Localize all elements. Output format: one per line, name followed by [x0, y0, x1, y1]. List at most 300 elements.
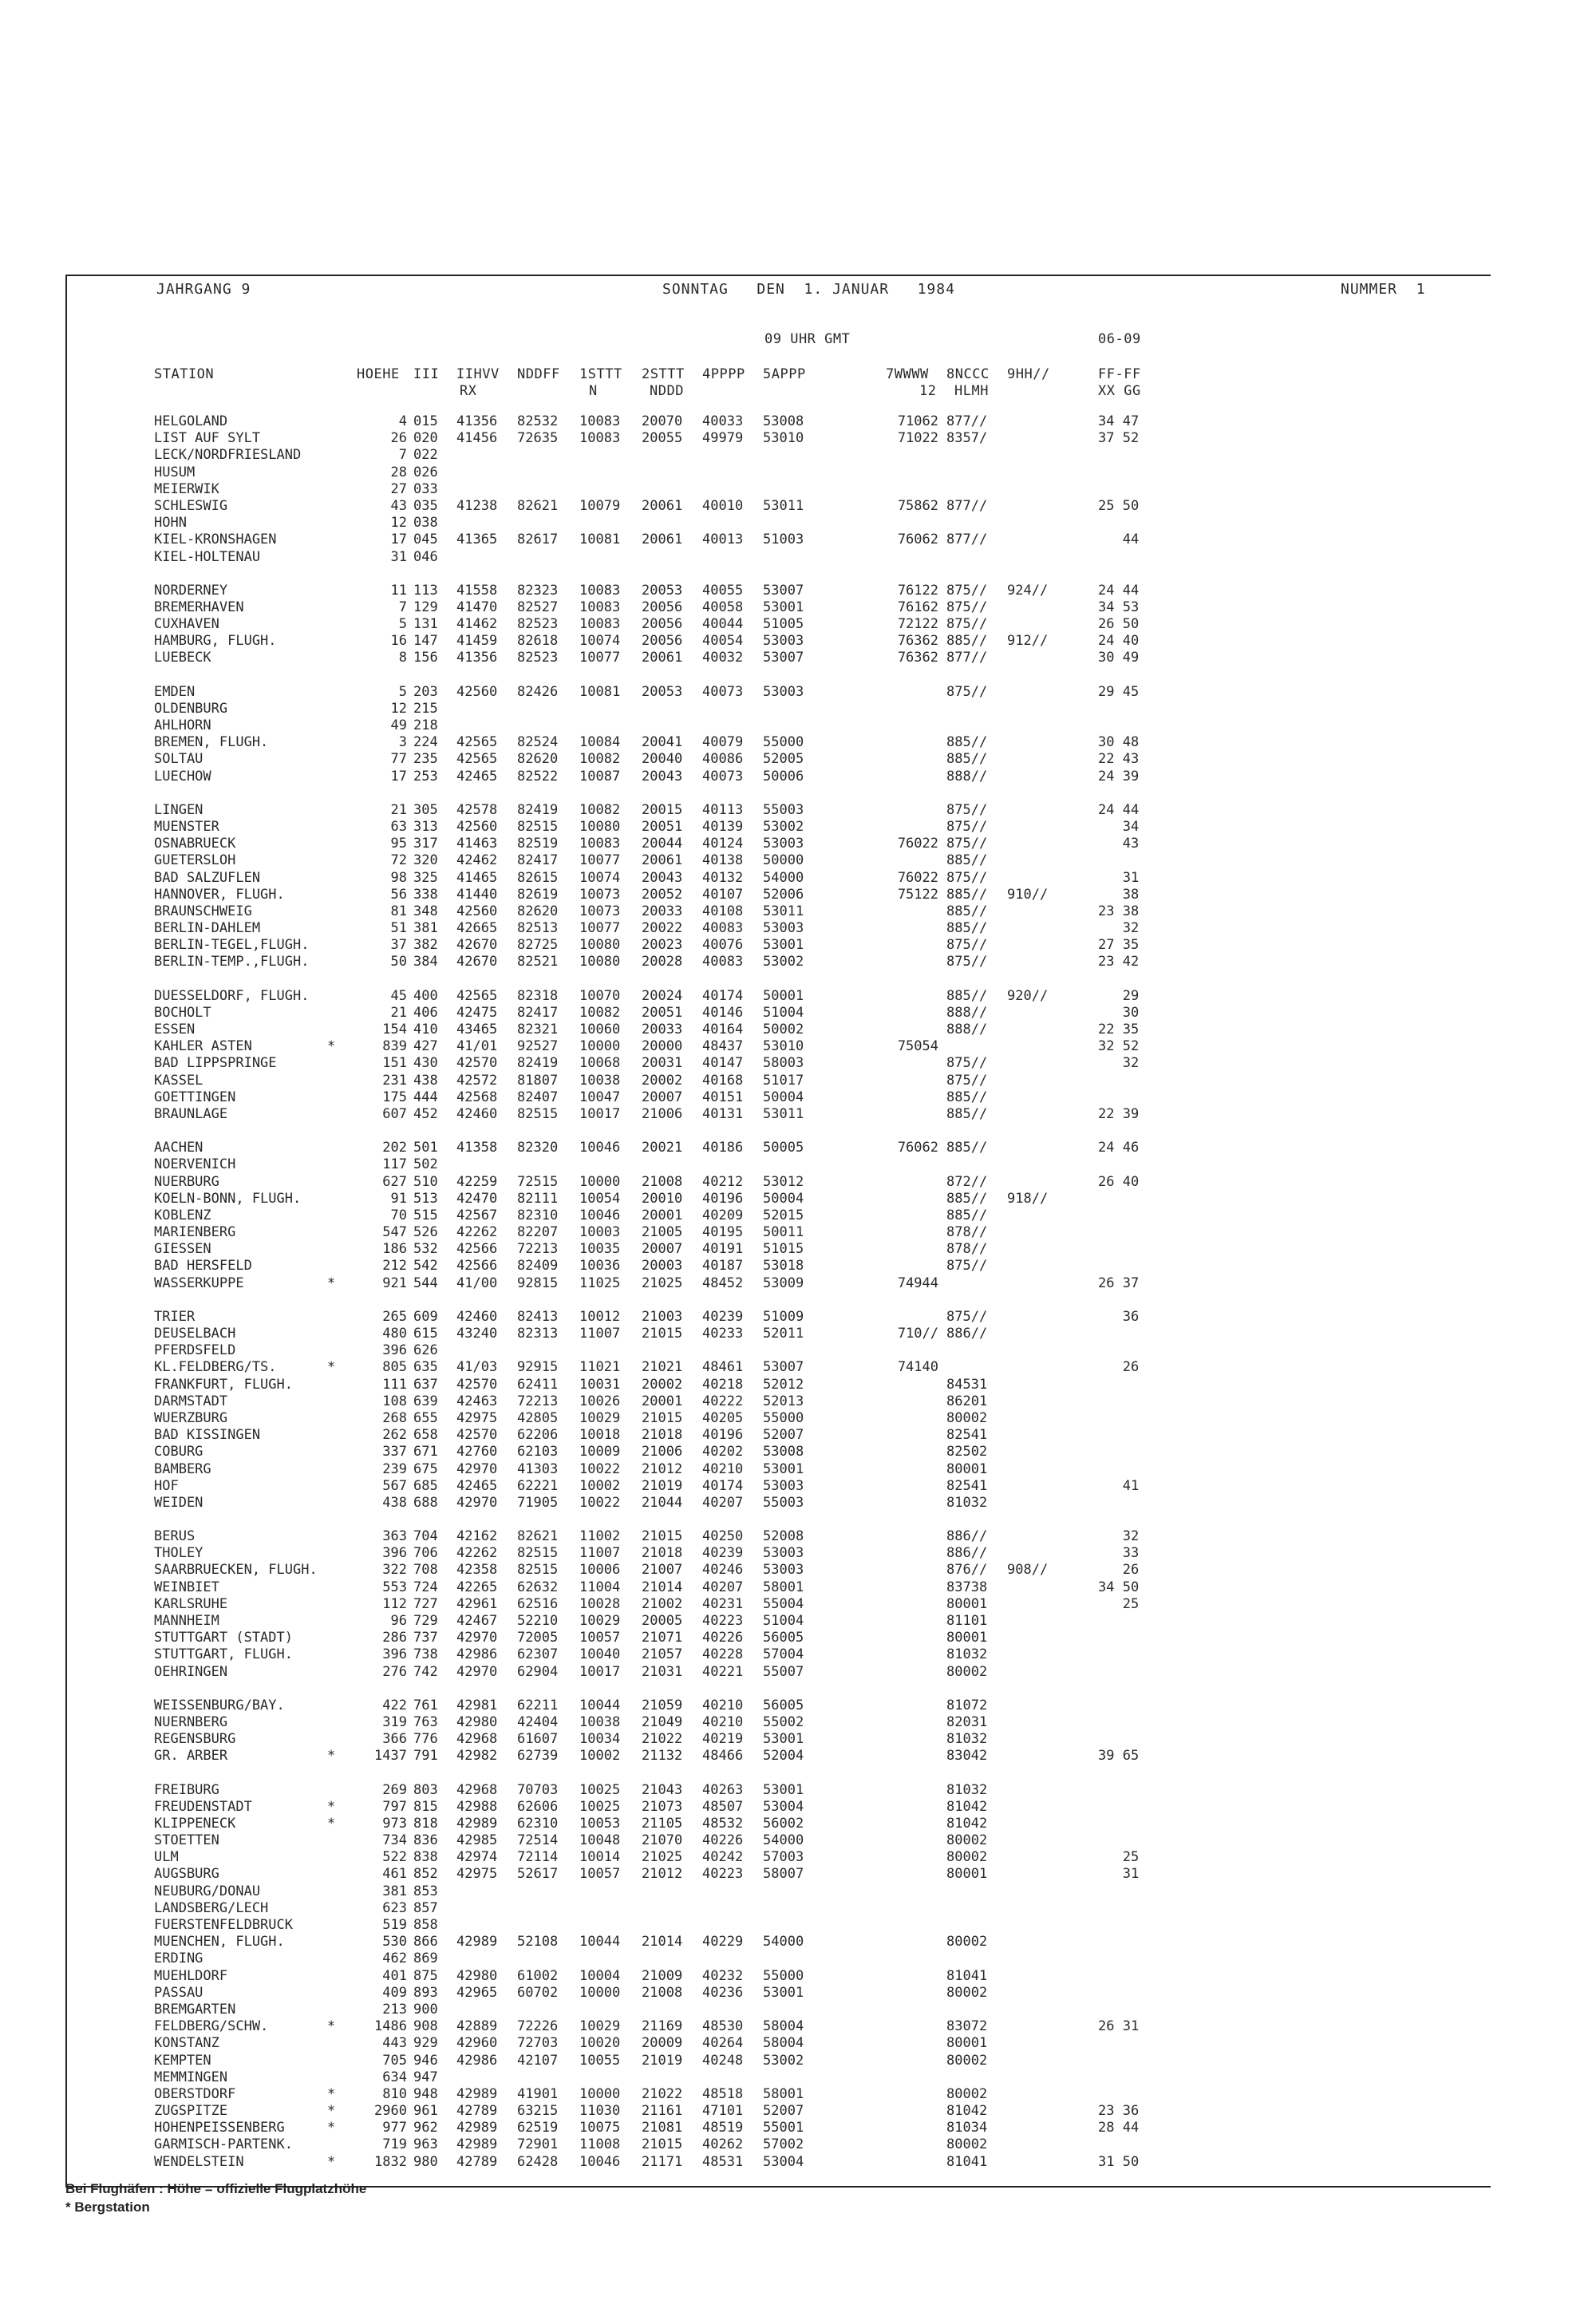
station-id: 637 [413, 1376, 438, 1393]
group-ff: 25 [1098, 1595, 1140, 1612]
group-iihvv: 41/00 [456, 1275, 498, 1291]
group-1sttt: 10080 [579, 937, 621, 954]
group-iihvv: 42974 [456, 1849, 498, 1866]
station-height: 151 [382, 1055, 407, 1072]
group-ff: 28 44 [1098, 2120, 1140, 2136]
station-height: 519 [382, 1917, 407, 1933]
group-8nccc: 878// [946, 1241, 988, 1258]
group-4pppp: 40147 [702, 1055, 744, 1072]
station-name: LIST AUF SYLT [154, 430, 261, 447]
col-8nccc: 8NCCC [946, 366, 990, 382]
group-ff: 30 [1098, 1004, 1140, 1021]
group-2sttt: 21002 [642, 1595, 683, 1612]
group-8nccc: 877// [946, 650, 988, 666]
table-row [0, 1410, 1596, 1427]
station-height: 95 [390, 836, 407, 852]
station-id: 427 [413, 1038, 438, 1055]
table-row [0, 1596, 1596, 1613]
station-height: 381 [382, 1883, 407, 1899]
table-row [0, 1478, 1596, 1495]
table-row [0, 819, 1596, 836]
group-9hh: 920// [1007, 987, 1049, 1004]
group-8nccc: 875// [946, 869, 988, 886]
station-table [0, 413, 1596, 2171]
station-height: 921 [382, 1275, 407, 1291]
group-5appp: 53010 [763, 430, 804, 447]
group-iihvv: 42565 [456, 751, 498, 768]
station-name: OEHRINGEN [154, 1663, 228, 1680]
group-iihvv: 42980 [456, 1967, 498, 1984]
group-7wwww: 76122 [897, 582, 938, 599]
group-1sttt: 10017 [579, 1105, 621, 1122]
col-ff: FF-FF [1098, 366, 1141, 382]
group-ff: 34 50 [1098, 1579, 1140, 1595]
group-2sttt: 21006 [642, 1105, 683, 1122]
footnote-airports: Bei Flughäfen : Höhe = offizielle Flugplatzhöhe [65, 2181, 367, 2196]
group-8nccc: 81041 [946, 2153, 988, 2170]
group-1sttt: 10025 [579, 1781, 621, 1798]
table-row [0, 413, 1596, 430]
station-name: MEMMINGEN [154, 2069, 228, 2085]
jahrgang-label: JAHRGANG 9 [156, 281, 251, 298]
station-height: 117 [382, 1156, 407, 1173]
table-row [0, 549, 1596, 566]
station-height: 70 [390, 1207, 407, 1223]
group-2sttt: 21019 [642, 1477, 683, 1494]
group-4pppp: 40164 [702, 1022, 744, 1037]
group-8nccc: 875// [946, 954, 988, 970]
group-iihvv: 42475 [456, 1004, 498, 1021]
group-2sttt: 21022 [642, 1731, 683, 1748]
station-name: HOF [154, 1477, 179, 1494]
group-1sttt: 10083 [579, 836, 621, 852]
group-iihvv: 41456 [456, 430, 498, 447]
group-4pppp: 40250 [702, 1528, 744, 1545]
group-1sttt: 10036 [579, 1258, 621, 1275]
group-8nccc: 885// [946, 920, 988, 937]
station-height: 202 [382, 1140, 407, 1156]
footnote-mountain: * Bergstation [65, 2199, 150, 2215]
station-height: 396 [382, 1646, 407, 1663]
group-4pppp: 40205 [702, 1409, 744, 1426]
col-7wwww: 7WWWW [886, 366, 929, 382]
group-1sttt: 10029 [579, 2018, 621, 2035]
group-ff: 22 39 [1098, 1105, 1140, 1122]
group-4pppp: 47101 [702, 2103, 744, 2120]
group-8nccc: 886// [946, 1545, 988, 1562]
group-8nccc: 877// [946, 413, 988, 429]
group-8nccc: 885// [946, 987, 988, 1004]
group-4pppp: 40210 [702, 1713, 744, 1730]
table-row [0, 1191, 1596, 1207]
station-id: 815 [413, 1798, 438, 1815]
station-id: 980 [413, 2153, 438, 2170]
station-id: 022 [413, 447, 438, 464]
group-4pppp: 40248 [702, 2052, 744, 2069]
group-1sttt: 10020 [579, 2035, 621, 2052]
group-9hh: 918// [1007, 1190, 1049, 1207]
group-8nccc: 80002 [946, 2136, 988, 2153]
station-height: 797 [382, 1798, 407, 1815]
group-iihvv: 42465 [456, 768, 498, 785]
table-row [0, 1782, 1596, 1799]
group-iihvv: 42566 [456, 1241, 498, 1258]
station-height: 262 [382, 1427, 407, 1444]
group-ff: 32 [1098, 1528, 1140, 1545]
group-4pppp: 40223 [702, 1613, 744, 1629]
group-5appp: 53008 [763, 1444, 804, 1460]
station-name: OLDENBURG [154, 700, 228, 717]
group-1sttt: 10080 [579, 818, 621, 835]
station-name: KEMPTEN [154, 2052, 211, 2069]
group-8nccc: 885// [946, 886, 988, 903]
group-4pppp: 40055 [702, 582, 744, 599]
group-2sttt: 21012 [642, 1866, 683, 1883]
group-iihvv: 42760 [456, 1444, 498, 1460]
group-4pppp: 48452 [702, 1275, 744, 1291]
group-7wwww: 76362 [897, 650, 938, 666]
group-4pppp: 40138 [702, 852, 744, 869]
table-row [0, 701, 1596, 717]
station-name: BAD LIPPSPRINGE [154, 1055, 277, 1072]
group-1sttt: 10000 [579, 1173, 621, 1190]
group-1sttt: 10083 [579, 582, 621, 599]
group-8nccc: 885// [946, 633, 988, 650]
group-7wwww: 71022 [897, 430, 938, 447]
group-nddff: 82519 [517, 836, 559, 852]
table-row [0, 2035, 1596, 2052]
group-5appp: 57003 [763, 1849, 804, 1866]
group-1sttt: 10025 [579, 1798, 621, 1815]
station-height: 63 [390, 818, 407, 835]
station-name: KIEL-KRONSHAGEN [154, 532, 277, 548]
table-row [0, 1359, 1596, 1376]
station-name: BRAUNSCHWEIG [154, 903, 252, 919]
group-iihvv: 43240 [456, 1326, 498, 1342]
station-height: 396 [382, 1545, 407, 1562]
group-2sttt: 21007 [642, 1562, 683, 1579]
group-ff: 37 52 [1098, 430, 1140, 447]
station-height: 634 [382, 2069, 407, 2085]
group-4pppp: 40013 [702, 532, 744, 548]
group-ff: 36 [1098, 1308, 1140, 1325]
station-id: 704 [413, 1528, 438, 1545]
station-name: BAD KISSINGEN [154, 1427, 261, 1444]
group-5appp: 53003 [763, 1562, 804, 1579]
station-height: 56 [390, 886, 407, 903]
station-name: NOERVENICH [154, 1156, 236, 1173]
station-id: 961 [413, 2103, 438, 2120]
group-iihvv: 42570 [456, 1055, 498, 1072]
group-ff: 41 [1098, 1477, 1140, 1494]
station-id: 836 [413, 1832, 438, 1849]
group-1sttt: 10004 [579, 1967, 621, 1984]
station-height: 396 [382, 1342, 407, 1359]
group-nddff: 82620 [517, 903, 559, 919]
station-id: 532 [413, 1241, 438, 1258]
group-ff: 26 [1098, 1562, 1140, 1579]
station-height: 977 [382, 2120, 407, 2136]
table-row [0, 532, 1596, 548]
group-iihvv: 43465 [456, 1022, 498, 1037]
table-row [0, 717, 1596, 734]
group-nddff: 72635 [517, 430, 559, 447]
group-nddff: 41901 [517, 2085, 559, 2102]
group-nddff: 82523 [517, 650, 559, 666]
group-7wwww: 76062 [897, 532, 938, 548]
group-8nccc: 81034 [946, 2120, 988, 2136]
group-iihvv: 42565 [456, 734, 498, 751]
station-id: 963 [413, 2136, 438, 2153]
group-2sttt: 21070 [642, 1832, 683, 1849]
group-nddff: 82310 [517, 1207, 559, 1223]
group-7wwww: 74140 [897, 1359, 938, 1376]
station-height: 96 [390, 1613, 407, 1629]
group-2sttt: 21015 [642, 2136, 683, 2153]
col-hoehe: HOEHE [357, 366, 400, 382]
station-name: LINGEN [154, 801, 203, 818]
group-9hh: 912// [1007, 633, 1049, 650]
station-name: GARMISCH-PARTENK. [154, 2136, 293, 2153]
station-name: LECK/NORDFRIESLAND [154, 447, 302, 464]
table-row [0, 1174, 1596, 1191]
group-nddff: 82515 [517, 1105, 559, 1122]
group-nddff: 42107 [517, 2052, 559, 2069]
group-ff: 31 50 [1098, 2153, 1140, 2170]
group-2sttt: 20009 [642, 2035, 683, 2052]
group-7wwww: 710// [897, 1326, 938, 1342]
station-id: 215 [413, 700, 438, 717]
group-iihvv: 41462 [456, 616, 498, 633]
table-row [0, 802, 1596, 819]
station-id: 410 [413, 1022, 438, 1037]
station-id: 381 [413, 920, 438, 937]
group-4pppp: 40146 [702, 1004, 744, 1021]
station-name: STUTTGART, FLUGH. [154, 1646, 293, 1663]
station-id: 869 [413, 1950, 438, 1967]
station-name: ESSEN [154, 1022, 196, 1037]
station-id: 131 [413, 616, 438, 633]
station-name: KL.FELDBERG/TS. [154, 1359, 277, 1376]
group-4pppp: 40210 [702, 1697, 744, 1713]
group-nddff: 62310 [517, 1815, 559, 1832]
table-row [0, 2136, 1596, 2153]
group-1sttt: 10006 [579, 1562, 621, 1579]
group-4pppp: 40044 [702, 616, 744, 633]
group-5appp: 53003 [763, 836, 804, 852]
station-name: HOHENPEISSENBERG [154, 2120, 285, 2136]
station-name: KLIPPENECK [154, 1815, 236, 1832]
group-1sttt: 10077 [579, 650, 621, 666]
mountain-marker: * [327, 2018, 336, 2035]
group-7wwww: 72122 [897, 616, 938, 633]
group-5appp: 51004 [763, 1613, 804, 1629]
group-5appp: 53012 [763, 1173, 804, 1190]
group-4pppp: 40010 [702, 497, 744, 514]
station-id: 727 [413, 1595, 438, 1612]
group-5appp: 58004 [763, 2035, 804, 2052]
group-nddff: 92915 [517, 1359, 559, 1376]
group-ff: 26 40 [1098, 1173, 1140, 1190]
station-id: 542 [413, 1258, 438, 1275]
table-row [0, 2002, 1596, 2018]
group-nddff: 52617 [517, 1866, 559, 1883]
group-7wwww: 76022 [897, 869, 938, 886]
table-row [0, 1528, 1596, 1545]
table-row [0, 769, 1596, 785]
group-1sttt: 10082 [579, 1004, 621, 1021]
group-iihvv: 42162 [456, 1528, 498, 1545]
group-nddff: 62739 [517, 1748, 559, 1765]
table-row [0, 1714, 1596, 1731]
group-4pppp: 48437 [702, 1038, 744, 1055]
station-id: 305 [413, 801, 438, 818]
group-ff: 26 [1098, 1359, 1140, 1376]
group-4pppp: 40174 [702, 987, 744, 1004]
group-5appp: 52012 [763, 1376, 804, 1393]
group-iihvv: 42470 [456, 1190, 498, 1207]
group-iihvv: 41440 [456, 886, 498, 903]
group-spacer [0, 1512, 1596, 1528]
group-nddff: 41303 [517, 1460, 559, 1477]
group-8nccc: 875// [946, 683, 988, 700]
group-5appp: 53018 [763, 1258, 804, 1275]
station-id: 502 [413, 1156, 438, 1173]
group-8nccc: 80002 [946, 1849, 988, 1866]
station-name: KARLSRUHE [154, 1595, 228, 1612]
group-2sttt: 20023 [642, 937, 683, 954]
group-4pppp: 40186 [702, 1140, 744, 1156]
group-4pppp: 40218 [702, 1376, 744, 1393]
station-height: 12 [390, 700, 407, 717]
group-iihvv: 41459 [456, 633, 498, 650]
group-1sttt: 10000 [579, 1984, 621, 2001]
group-ff: 23 38 [1098, 903, 1140, 919]
group-iihvv: 42463 [456, 1393, 498, 1409]
station-height: 11 [390, 582, 407, 599]
group-iihvv: 42460 [456, 1308, 498, 1325]
station-name: AHLHORN [154, 717, 211, 733]
station-name: NORDERNEY [154, 582, 228, 599]
station-id: 908 [413, 2018, 438, 2035]
group-iihvv: 42970 [456, 1663, 498, 1680]
group-5appp: 54000 [763, 1832, 804, 1849]
station-height: 734 [382, 1832, 407, 1849]
group-5appp: 52006 [763, 886, 804, 903]
station-id: 763 [413, 1713, 438, 1730]
group-nddff: 62632 [517, 1579, 559, 1595]
table-row [0, 430, 1596, 447]
group-iihvv: 42965 [456, 1984, 498, 2001]
col-1sttt: 1STTT [579, 366, 622, 382]
station-height: 27 [390, 480, 407, 497]
group-spacer [0, 1292, 1596, 1309]
mountain-marker: * [327, 1798, 336, 1815]
group-8nccc: 886// [946, 1326, 988, 1342]
group-1sttt: 10034 [579, 1731, 621, 1748]
group-nddff: 92815 [517, 1275, 559, 1291]
group-iihvv: 42578 [456, 801, 498, 818]
group-2sttt: 20002 [642, 1072, 683, 1089]
group-ff: 24 46 [1098, 1140, 1140, 1156]
station-name: KIEL-HOLTENAU [154, 548, 261, 565]
group-2sttt: 20043 [642, 869, 683, 886]
group-iihvv: 41465 [456, 869, 498, 886]
group-4pppp: 40264 [702, 2035, 744, 2052]
station-name: GIESSEN [154, 1241, 211, 1258]
mountain-marker: * [327, 2085, 336, 2102]
table-row [0, 1258, 1596, 1275]
station-id: 948 [413, 2085, 438, 2102]
station-height: 319 [382, 1713, 407, 1730]
group-2sttt: 20000 [642, 1038, 683, 1055]
group-iihvv: 42975 [456, 1866, 498, 1883]
station-id: 761 [413, 1697, 438, 1713]
station-name: KOELN-BONN, FLUGH. [154, 1190, 302, 1207]
table-row [0, 583, 1596, 599]
group-4pppp: 40073 [702, 683, 744, 700]
group-4pppp: 40113 [702, 801, 744, 818]
group-5appp: 50004 [763, 1089, 804, 1105]
station-height: 91 [390, 1190, 407, 1207]
group-1sttt: 10073 [579, 903, 621, 919]
group-8nccc: 80002 [946, 1934, 988, 1950]
group-nddff: 82515 [517, 1545, 559, 1562]
group-8nccc: 81032 [946, 1781, 988, 1798]
group-iihvv: 42567 [456, 1207, 498, 1223]
group-iihvv: 41365 [456, 532, 498, 548]
group-iihvv: 41558 [456, 582, 498, 599]
table-row [0, 1309, 1596, 1326]
group-2sttt: 21169 [642, 2018, 683, 2035]
group-4pppp: 40242 [702, 1849, 744, 1866]
table-row [0, 751, 1596, 768]
table-row [0, 2053, 1596, 2069]
table-row [0, 836, 1596, 852]
group-8nccc: 875// [946, 937, 988, 954]
group-8nccc: 80002 [946, 2085, 988, 2102]
station-name: BERLIN-TEGEL,FLUGH. [154, 937, 310, 954]
group-2sttt: 21015 [642, 1409, 683, 1426]
group-iihvv: 42980 [456, 1713, 498, 1730]
col-7wwww-sub: 12 [919, 383, 937, 399]
group-2sttt: 20056 [642, 599, 683, 615]
table-row [0, 1342, 1596, 1359]
station-height: 461 [382, 1866, 407, 1883]
group-4pppp: 40151 [702, 1089, 744, 1105]
station-height: 49 [390, 717, 407, 733]
group-8nccc: 81041 [946, 1967, 988, 1984]
group-1sttt: 11007 [579, 1326, 621, 1342]
station-id: 708 [413, 1562, 438, 1579]
group-ff: 30 48 [1098, 734, 1140, 751]
group-iihvv: 42358 [456, 1562, 498, 1579]
station-id: 156 [413, 650, 438, 666]
station-height: 21 [390, 1004, 407, 1021]
group-ff: 24 44 [1098, 801, 1140, 818]
group-ff: 24 39 [1098, 768, 1140, 785]
group-2sttt: 21015 [642, 1528, 683, 1545]
station-id: 526 [413, 1224, 438, 1241]
group-5appp: 53001 [763, 937, 804, 954]
station-height: 77 [390, 751, 407, 768]
station-name: EMDEN [154, 683, 196, 700]
group-1sttt: 10040 [579, 1646, 621, 1663]
station-name: FREIBURG [154, 1781, 219, 1798]
group-2sttt: 20043 [642, 768, 683, 785]
station-name: HELGOLAND [154, 413, 228, 429]
station-name: REGENSBURG [154, 1731, 236, 1748]
